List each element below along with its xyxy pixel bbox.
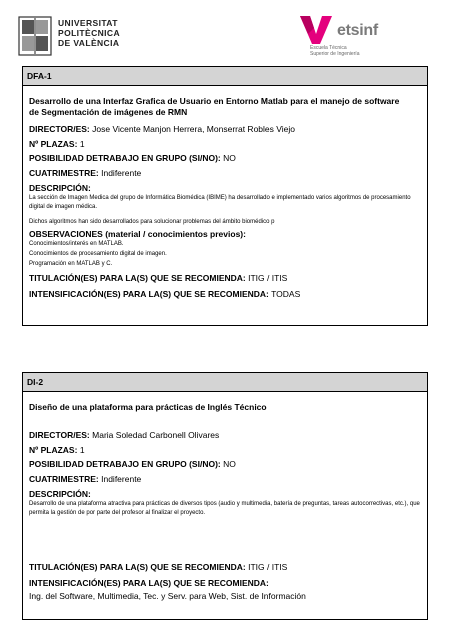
descripcion-label: DESCRIPCIÓN: [29, 183, 91, 193]
upv-shield-logo [18, 16, 52, 56]
descripcion-label: DESCRIPCIÓN: [29, 489, 91, 499]
document-header [0, 0, 453, 62]
titulacion-row: TITULACIÓN(ES) PARA LA(S) QUE SE RECOMIENDA: ITIG / ITIS [29, 273, 288, 283]
project-title: Diseño de una plataforma para prácticas de Inglés Técnico [29, 402, 267, 412]
grupo-row: POSIBILIDAD DETRABAJO EN GRUPO (SI/NO): NO [29, 153, 236, 163]
intensificacion-value: Ing. del Software, Multimedia, Tec. y Serv. para Web, Sist. de Información [29, 591, 306, 601]
intensificacion-row: INTENSIFICACIÓN(ES) PARA LA(S) QUE SE RECOMIENDA: TODAS [29, 289, 301, 299]
cuatrimestre-row: CUATRIMESTRE: Indiferente [29, 474, 142, 484]
intensificacion-label: INTENSIFICACIÓN(ES) PARA LA(S) QUE SE RECOMIENDA: [29, 578, 269, 588]
school-subtitle: Escuela Técnica Superior de Ingeniería [310, 45, 360, 57]
observaciones-item: Programación en MATLAB y C. [29, 261, 113, 267]
plazas-row: Nº PLAZAS: 1 [29, 139, 85, 149]
school-name: etsinf [337, 22, 378, 39]
project-card [22, 66, 428, 326]
plazas-row: Nº PLAZAS: 1 [29, 445, 85, 455]
project-code: DFA-1 [23, 67, 427, 86]
project-title: Desarrollo de una Interfaz Grafica de Usuario en Entorno Matlab para el manejo de software de Segmentación de imágenes de RMN [29, 96, 400, 117]
descripcion-text: Desarrollo de una plataforma atractiva para prácticas de diversos tipos (audio y multimedia, batería de preguntas, tareas autocorrectivas, etc.), que permita la gestión de por parte del profesor al finalizar el proyecto. [29, 501, 420, 516]
observaciones-item: Conocimientos de procesamiento digital de imagen. [29, 251, 167, 257]
etsinf-logo-mark [298, 12, 334, 46]
titulacion-row: TITULACIÓN(ES) PARA LA(S) QUE SE RECOMIENDA: ITIG / ITIS [29, 562, 288, 572]
university-name: UNIVERSITAT POLITÈCNICA DE VALÈNCIA [58, 18, 121, 48]
descripcion-text: La sección de Imagen Medica del grupo de Informática Biomédica (IBIME) ha desarrollado e implementado varios algoritmos de procesamiento digital de imagen médica. [29, 195, 411, 210]
observaciones-label: OBSERVACIONES (material / conocimientos previos): [29, 229, 246, 239]
director-row: DIRECTOR/ES: Jose Vicente Manjon Herrera, Monserrat Robles Viejo [29, 124, 295, 134]
project-card [22, 372, 428, 620]
observaciones-item: Conocimientos/interés en MATLAB. [29, 241, 124, 247]
descripcion-text-2: Dichos algoritmos han sido desarrollados para solucionar problemas del ámbito biomédico p [29, 219, 275, 225]
cuatrimestre-row: CUATRIMESTRE: Indiferente [29, 168, 142, 178]
grupo-row: POSIBILIDAD DETRABAJO EN GRUPO (SI/NO): NO [29, 459, 236, 469]
director-row: DIRECTOR/ES: Maria Soledad Carbonell Olivares [29, 430, 220, 440]
project-code: DI-2 [23, 373, 427, 392]
